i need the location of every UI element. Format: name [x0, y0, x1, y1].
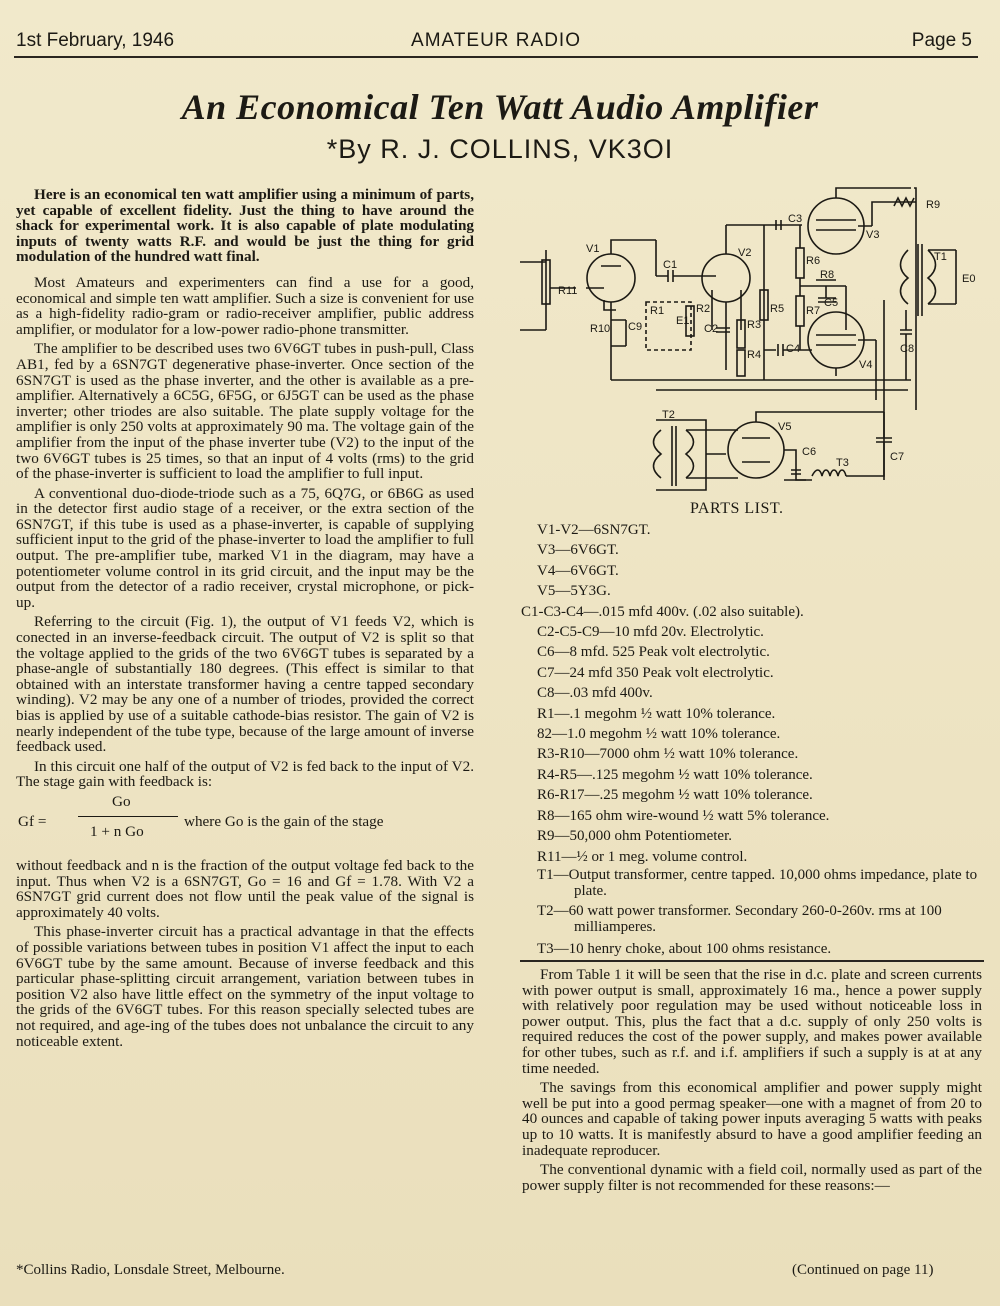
label-e1: E1: [676, 315, 690, 327]
fraction-bar: [78, 816, 178, 817]
left-column: [16, 187, 474, 1053]
parts-item: V4—6V6GT.: [537, 562, 619, 579]
right-column: [522, 967, 982, 1197]
parts-item: R4-R5—.125 megohm ½ watt 10% tolerance.: [537, 766, 813, 783]
page-number: Page 5: [911, 30, 972, 51]
circuit-diagram: [516, 180, 986, 500]
body-paragraph: Most Amateurs and experimenters can find a use for a good, economical and simple ten watt amplifier. Such a size is convenient for use as a high-fidelity radio-gram or radio-receiver amplifier, public address amplifier, or modulator for a low-power radio-phone transmitter.: [16, 273, 474, 338]
label-r8: R8: [820, 269, 835, 281]
body-paragraph: without feedback and n is the fraction of the output voltage fed back to the input. Thus when V2 is a 6SN7GT, Go = 16 and Gf = 1.78. With V2 a 6SN7GT grid current does not flow until the peak value of the signal is approximately 40 volts.: [16, 856, 474, 921]
label-r4: R4: [747, 349, 762, 361]
label-c4: C4: [786, 343, 801, 355]
section-divider: [520, 960, 984, 962]
label-t2: T2: [662, 409, 675, 421]
issue-date: 1st February, 1946: [16, 30, 175, 51]
label-v5: V5: [778, 421, 792, 433]
parts-item: R11—½ or 1 meg. volume control.: [537, 848, 748, 865]
label-c7: C7: [890, 451, 905, 463]
formula-text: where Go is the gain of the stage: [184, 812, 384, 830]
label-r1: R1: [650, 305, 665, 317]
parts-item: C6—8 mfd. 525 Peak volt electrolytic.: [537, 644, 770, 661]
label-t1: T1: [934, 251, 947, 263]
gain-formula: [16, 794, 474, 852]
label-c2: C2: [704, 323, 719, 335]
parts-item: C2-C5-C9—10 mfd 20v. Electrolytic.: [537, 624, 764, 641]
parts-item: T2—60 watt power transformer. Secondary 260-0-260v. rms at 100 milliamperes.: [537, 902, 942, 935]
label-r2: R2: [696, 303, 711, 315]
label-v4: V4: [859, 359, 873, 371]
magazine-name: AMATEUR RADIO: [411, 30, 581, 51]
body-paragraph: The amplifier to be described uses two 6V6GT tubes in push-pull, Class AB1, fed by a 6SN7GT degenerative phase-inverter. Once section of the 6SN7GT is used as the phase inverter, and the other is available as a pre-amplifier. Alternatively a 6C5G, 6F5G, or 6J5GT can be used as the phase inverter; other triodes are also suitable. The plate supply voltage for the amplifier is only 250 volts at approximately 90 ma. The voltage gain of the amplifier from the input of the phase inverter tube (V2) to the input of the two 6V6GT tubes is 25 times, so that an input of 4 volts (rms) to the grid of the phase-inverter is sufficient to load the amplifier to full input.: [16, 340, 474, 483]
label-t3: T3: [836, 457, 849, 469]
body-paragraph: The savings from this economical amplifier and power supply might well be put into a good permag speaker—one with a magnet of from 20 to 40 ounces and capable of taking power inputs averaging 5 watts with peaks up to 10 watts. It is manifestly absurd to have a good amplifier feeding an inadequate reproducer.: [522, 1079, 982, 1159]
parts-item: V3—6V6GT.: [537, 542, 619, 559]
body-paragraph: From Table 1 it will be seen that the rise in d.c. plate and screen currents with power output is small, approximately 16 ma., hence a power supply with relatively poor regulation may be used without noticeable loss in power output. This, plus the fact that a d.c. supply of only 250 volts is required reduces the cost of the power supply, and makes power available for other tubes, such as r.f. and i.f. amplifiers if such a supply is at at any time needed.: [522, 966, 982, 1077]
author-footnote: *Collins Radio, Lonsdale Street, Melbourne.: [16, 1262, 285, 1278]
parts-item: R8—165 ohm wire-wound ½ watt 5% tolerance.: [537, 807, 830, 824]
body-paragraph: The conventional dynamic with a field coil, normally used as part of the power supply filter is not recommended for these reasons:—: [522, 1161, 982, 1194]
body-paragraph: This phase-inverter circuit has a practical advantage in that the effects of possible variations between tubes in position V1 affect the input to each 6V6GT tube by the same amount. Because of inverse feedback and this particular phase-splitting circuit arrangement, variation between tubes in position V2 also have little effect on the symmetry of the input voltage to the grids of the 6V6GT tubes. For this reason specially selected tubes are not required, and age-ing of the tubes does not unbalance the circuit to any noticeable extent.: [16, 923, 474, 1050]
label-r10: R10: [590, 323, 611, 335]
parts-item: C7—24 mfd 350 Peak volt electrolytic.: [537, 664, 774, 681]
label-r5: R5: [770, 303, 785, 315]
parts-item: R1—.1 megohm ½ watt 10% tolerance.: [537, 705, 776, 722]
formula-lhs: Gf =: [18, 812, 47, 830]
formula-numerator: Go: [112, 792, 131, 810]
formula-denominator: 1 + n Go: [90, 822, 144, 840]
label-r9: R9: [926, 199, 941, 211]
body-paragraph: In this circuit one half of the output of V2 is fed back to the input of V2. The stage gain with feedback is:: [16, 757, 474, 791]
label-r3: R3: [747, 319, 762, 331]
parts-item: R9—50,000 ohm Potentiometer.: [537, 828, 732, 845]
parts-item: R6-R17—.25 megohm ½ watt 10% tolerance.: [537, 787, 813, 804]
parts-item: 82—1.0 megohm ½ watt 10% tolerance.: [537, 726, 781, 743]
label-c8: C8: [900, 343, 915, 355]
article-byline: *By R. J. COLLINS, VK3OI: [326, 134, 674, 164]
parts-item: V5—5Y3G.: [537, 583, 611, 600]
parts-item: R3-R10—7000 ohm ½ watt 10% tolerance.: [537, 746, 799, 763]
parts-item: C1-C3-C4—.015 mfd 400v. (.02 also suitable).: [521, 603, 804, 620]
label-e0: E0: [962, 273, 976, 285]
label-c5: C5: [824, 297, 839, 309]
label-c9: C9: [628, 321, 643, 333]
article-title: An Economical Ten Watt Audio Amplifier: [181, 87, 819, 127]
label-v2: V2: [738, 247, 752, 259]
label-v3: V3: [866, 229, 880, 241]
lead-paragraph: Here is an economical ten watt amplifier using a minimum of parts, yet capable of excellent fidelity. Just the thing to have around the shack for experimental work. It is also capable of plate modulating inputs of twenty watts R.F. and would be just the thing for grid modulation of the hundred watt final.: [16, 186, 474, 266]
label-c3: C3: [788, 213, 803, 225]
label-r7: R7: [806, 305, 821, 317]
body-paragraph: A conventional duo-diode-triode such as a 75, 6Q7G, or 6B6G as used in the detector first audio stage of a receiver, or the extra section of the 6SN7GT, if this tube is used as a phase-inverter, is capable of supplying sufficient input to the grid of the phase-inverter to load the amplifier to full output. The pre-amplifier tube, marked V1 in the diagram, may have a potentiometer volume control in its grid circuit, and the input may be the output from the detector of a radio receiver, crystal microphone, or pick-up.: [16, 484, 474, 611]
page-header: [14, 28, 978, 58]
parts-list: [521, 520, 987, 959]
label-c1: C1: [663, 259, 678, 271]
parts-item: T3—10 henry choke, about 100 ohms resistance.: [537, 940, 832, 957]
label-v1: V1: [586, 243, 600, 255]
parts-item: V1-V2—6SN7GT.: [537, 522, 651, 538]
parts-list-title: PARTS LIST.: [690, 500, 784, 517]
label-c6: C6: [802, 446, 817, 458]
parts-item: C8—.03 mfd 400v.: [537, 685, 653, 702]
parts-item: T1—Output transformer, centre tapped. 10,000 ohms impedance, plate to plate.: [537, 866, 978, 899]
continued-note: (Continued on page 11): [792, 1262, 934, 1278]
label-r11: R11: [558, 285, 578, 297]
label-r6: R6: [806, 255, 821, 267]
body-paragraph: Referring to the circuit (Fig. 1), the output of V1 feeds V2, which is conected in an inverse-feedback circuit. The output of V2 is split so that the voltage applied to the grids of the two 6V6GT tubes is separated by a phase-angle of substantially 180 degrees. (This effect is similar to that obtained with an interstate transformer having a centre tapped secondary winding). V2 may be any one of a number of triodes, provided the correct bias is applied by use of a suitable cathode-bias resistor. The gain of V2 is nearly independent of the tube type, because of the large amount of inverse feedback used.: [16, 613, 474, 756]
